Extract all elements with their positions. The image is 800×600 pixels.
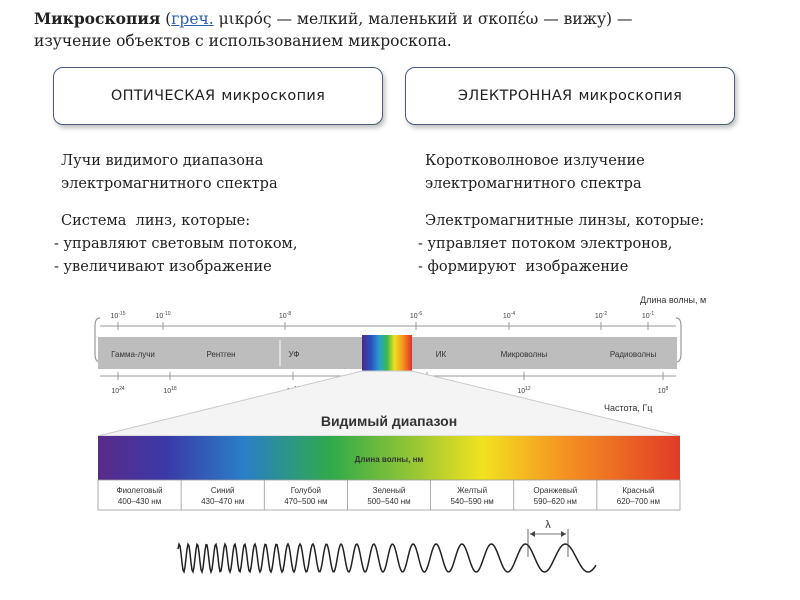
optical-line-5: - увеличивают изображение xyxy=(54,259,272,275)
electron-line-4: - управляет потоком электронов, xyxy=(418,236,673,252)
wavelength-tick-label: $10^{-8}$ xyxy=(278,311,292,320)
lambda-symbol: λ xyxy=(545,519,551,531)
frequency-tick-label: $10^8$ xyxy=(657,386,669,395)
color-range: 620–700 нм xyxy=(616,497,661,506)
wavelength-ticks xyxy=(110,311,654,330)
optical-line-4: - управляют световым потоком, xyxy=(54,236,298,252)
wavelength-axis-title: Длина волны, м xyxy=(640,295,707,305)
frequency-axis-title: Частота, Гц xyxy=(604,403,653,413)
heading-term: Микроскопия xyxy=(34,9,161,28)
wavelength-tick-label: $10^{-1}$ xyxy=(641,311,655,320)
wave-line xyxy=(178,544,596,572)
visible-bar-label: Длина волны, нм xyxy=(354,455,424,464)
color-name: Синий xyxy=(210,486,235,495)
optical-line-3: Система линз, которые: xyxy=(61,213,251,229)
lambda-arrow-right xyxy=(561,531,566,537)
wavelength-tick-label: $10^{-2}$ xyxy=(594,311,608,320)
color-range: 590–620 нм xyxy=(533,497,577,506)
color-name: Зеленый xyxy=(372,486,406,495)
color-range: 540–590 нм xyxy=(450,497,494,506)
wavelength-tick-label: $10^{-15}$ xyxy=(110,311,126,320)
optical-box-upper: ОПТИЧЕСКАЯ xyxy=(110,88,216,104)
frequency-tick-label: $10^{18}$ xyxy=(163,386,177,395)
color-range: 400–430 нм xyxy=(117,497,162,506)
visible-mini-bar xyxy=(362,335,412,371)
band-label: УФ xyxy=(288,350,300,359)
lambda-arrow-left xyxy=(530,531,535,537)
optical-line-2: электромагнитного спектра xyxy=(61,176,278,192)
electron-line-1: Коротковолновое излучение xyxy=(425,153,645,169)
heading-open-paren: ( xyxy=(160,10,172,28)
band-label: Гамма-лучи xyxy=(111,350,155,359)
color-name: Красный xyxy=(622,486,655,495)
color-range: 500–540 нм xyxy=(367,497,411,506)
wavelength-tick-label: $10^{-4}$ xyxy=(502,311,516,320)
band-label: ИК xyxy=(435,350,447,359)
color-range: 470–500 нм xyxy=(284,497,328,506)
visible-range-title: Видимый диапазон xyxy=(320,413,458,429)
optical-line-1: Лучи видимого диапазона xyxy=(61,153,264,169)
color-name: Фиолетовый xyxy=(116,486,163,495)
wavelength-tick-label: $10^{-6}$ xyxy=(409,311,423,320)
wavelength-tick-label: $10^{-10}$ xyxy=(155,311,171,320)
optical-box-lower: микроскопия xyxy=(221,88,326,104)
color-range: 430–470 нм xyxy=(201,497,245,506)
frequency-tick-label: $10^{12}$ xyxy=(517,386,531,395)
electron-line-3: Электромагнитные линзы, которые: xyxy=(425,213,705,229)
greek-link[interactable]: греч. xyxy=(171,10,214,28)
heading-line2: изучение объектов с использованием микроскопа. xyxy=(34,32,452,50)
electron-line-2: электромагнитного спектра xyxy=(425,176,642,192)
band-label: Рентген xyxy=(206,350,236,359)
color-name: Голубой xyxy=(290,486,322,495)
electron-box-upper: ЭЛЕКТРОННАЯ xyxy=(457,88,573,104)
electron-box-lower: микроскопия xyxy=(578,88,683,104)
frequency-tick-label: $10^{24}$ xyxy=(111,386,125,395)
electron-line-5: - формируют изображение xyxy=(418,259,629,275)
color-name: Желтый xyxy=(457,486,488,495)
heading-greek: μικρός — мелкий, маленький и σκοπέω — вижу) — xyxy=(213,10,633,28)
color-name: Оранжевый xyxy=(533,486,578,495)
band-label: Микроволны xyxy=(500,350,548,359)
band-label: Радиоволны xyxy=(609,350,657,359)
